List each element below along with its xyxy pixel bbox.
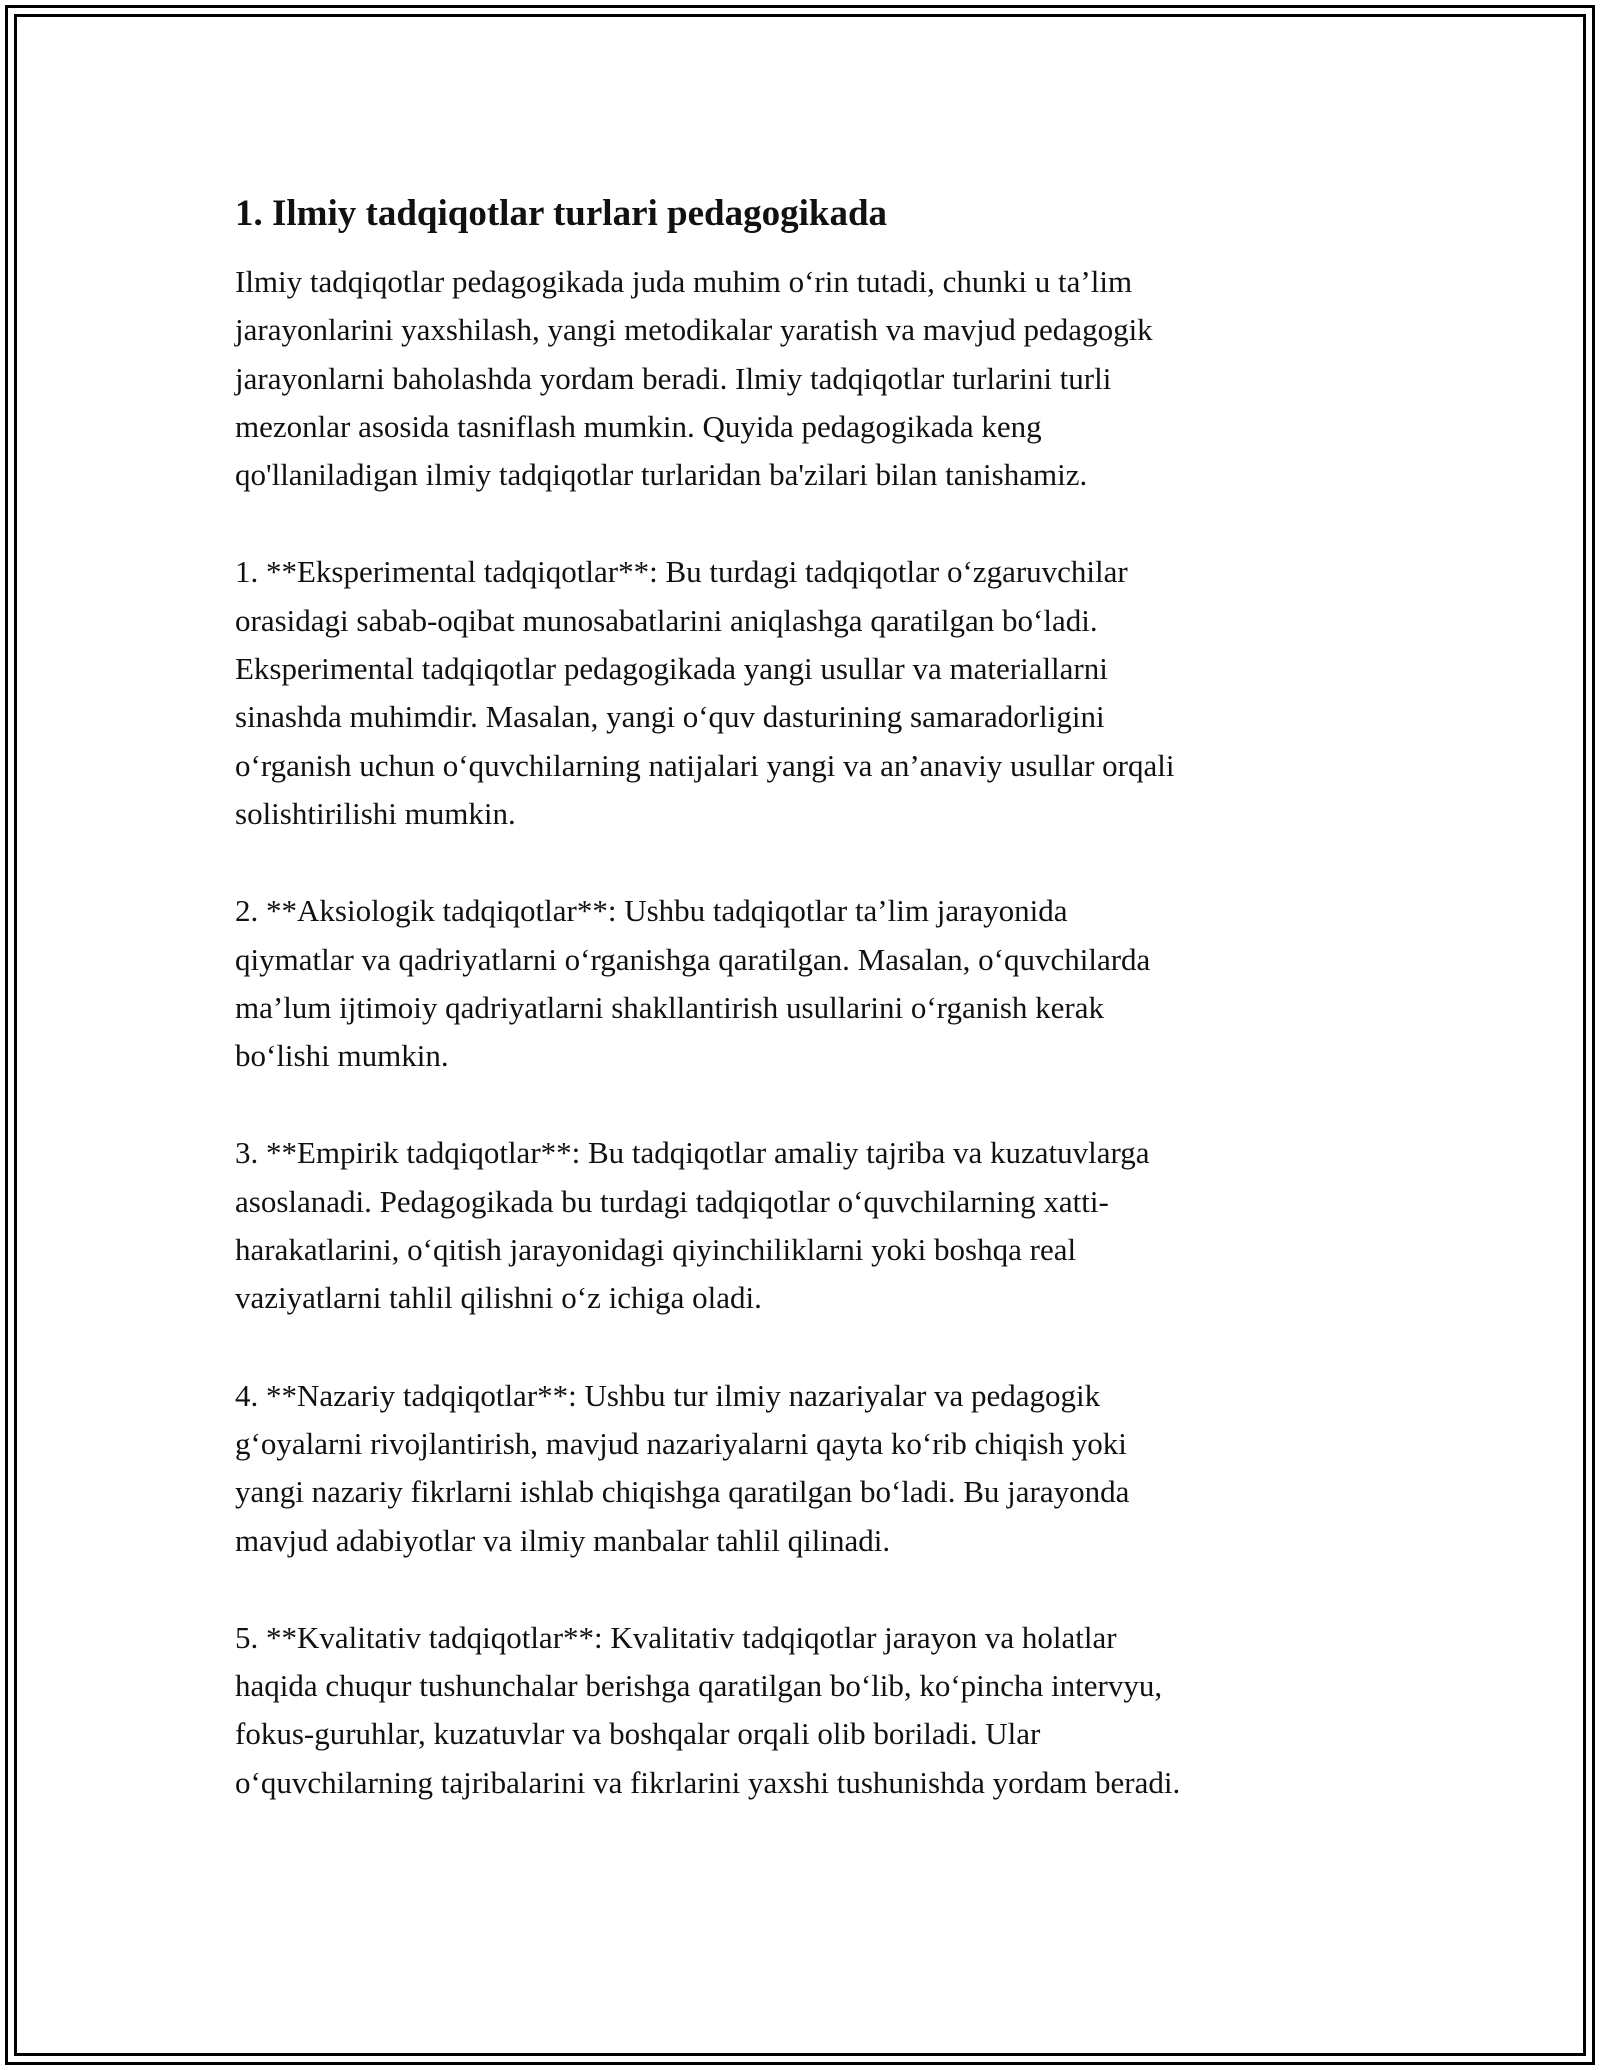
text-line: Eksperimental tadqiqotlar pedagogikada yangi usullar va materiallarni <box>235 651 1108 687</box>
text-line: jarayonlarni baholashda yordam beradi. Ilmiy tadqiqotlar turlarini turli <box>235 360 1112 396</box>
paragraph-experimental <box>235 548 1365 838</box>
text-line: mezonlar asosida tasniflash mumkin. Quyida pedagogikada keng <box>235 408 1042 444</box>
document-body <box>235 190 1365 1856</box>
text-line: haqida chuqur tushunchalar berishga qaratilgan bo‘lib, ko‘pincha intervyu, <box>235 1668 1163 1704</box>
text-line: Ilmiy tadqiqotlar pedagogikada juda muhim o‘rin tutadi, chunki u ta’lim <box>235 264 1133 299</box>
text-line: orasidagi sabab-oqibat munosabatlarini aniqlashga qaratilgan bo‘ladi. <box>235 602 1098 638</box>
text-line: o‘rganish uchun o‘quvchilarning natijalari yangi va an’anaviy usullar orqali <box>235 747 1175 783</box>
text-line: 1. **Eksperimental tadqiqotlar**: Bu turdagi tadqiqotlar o‘zgaruvchilar <box>235 554 1128 590</box>
paragraph-empirical <box>235 1129 1365 1322</box>
text-line: qiymatlar va qadriyatlarni o‘rganishga qaratilgan. Masalan, o‘quvchilarda <box>235 941 1151 977</box>
text-line: harakatlarini, o‘qitish jarayonidagi qiyinchiliklarni yoki boshqa real <box>235 1232 1077 1268</box>
text-line: bo‘lishi mumkin. <box>235 1038 449 1074</box>
text-line: mavjud adabiyotlar va ilmiy manbalar tahlil qilinadi. <box>235 1522 891 1558</box>
text-line: o‘quvchilarning tajribalarini va fikrlarini yaxshi tushunishda yordam beradi. <box>235 1764 1181 1800</box>
paragraph-theoretical <box>235 1372 1365 1565</box>
text-line: g‘oyalarni rivojlantirish, mavjud nazariyalarni qayta ko‘rib chiqish yoki <box>235 1425 1127 1461</box>
text-line: fokus-guruhlar, kuzatuvlar va boshqalar orqali olib boriladi. Ular <box>235 1716 1041 1752</box>
paragraph-intro <box>235 258 1365 499</box>
text-line: sinashda muhimdir. Masalan, yangi o‘quv dasturining samaradorligini <box>235 699 1105 735</box>
text-line: 3. **Empirik tadqiqotlar**: Bu tadqiqotlar amaliy tajriba va kuzatuvlarga <box>235 1135 1150 1171</box>
document-title: 1. Ilmiy tadqiqotlar turlari pedagogikada <box>235 193 888 234</box>
paragraph-axiological <box>235 887 1365 1080</box>
text-line: yangi nazariy fikrlarni ishlab chiqishga qaratilgan bo‘ladi. Bu jarayonda <box>235 1474 1130 1510</box>
text-line: 2. **Aksiologik tadqiqotlar**: Ushbu tadqiqotlar ta’lim jarayonida <box>235 893 1068 929</box>
text-line: 4. **Nazariy tadqiqotlar**: Ushbu tur ilmiy nazariyalar va pedagogik <box>235 1377 1101 1413</box>
text-line: asoslanadi. Pedagogikada bu turdagi tadqiqotlar o‘quvchilarning xatti- <box>235 1183 1109 1219</box>
text-line: ma’lum ijtimoiy qadriyatlarni shakllantirish usullarini o‘rganish kerak <box>235 989 1104 1025</box>
text-line: qo'llaniladigan ilmiy tadqiqotlar turlaridan ba'zilari bilan tanishamiz. <box>235 457 1088 493</box>
text-line: vaziyatlarni tahlil qilishni o‘z ichiga oladi. <box>235 1280 762 1316</box>
text-line: solishtirilishi mumkin. <box>235 795 516 831</box>
text-line: jarayonlarini yaxshilash, yangi metodikalar yaratish va mavjud pedagogik <box>235 312 1153 348</box>
paragraph-qualitative <box>235 1614 1365 1807</box>
text-line: 5. **Kvalitativ tadqiqotlar**: Kvalitativ tadqiqotlar jarayon va holatlar <box>235 1619 1117 1655</box>
